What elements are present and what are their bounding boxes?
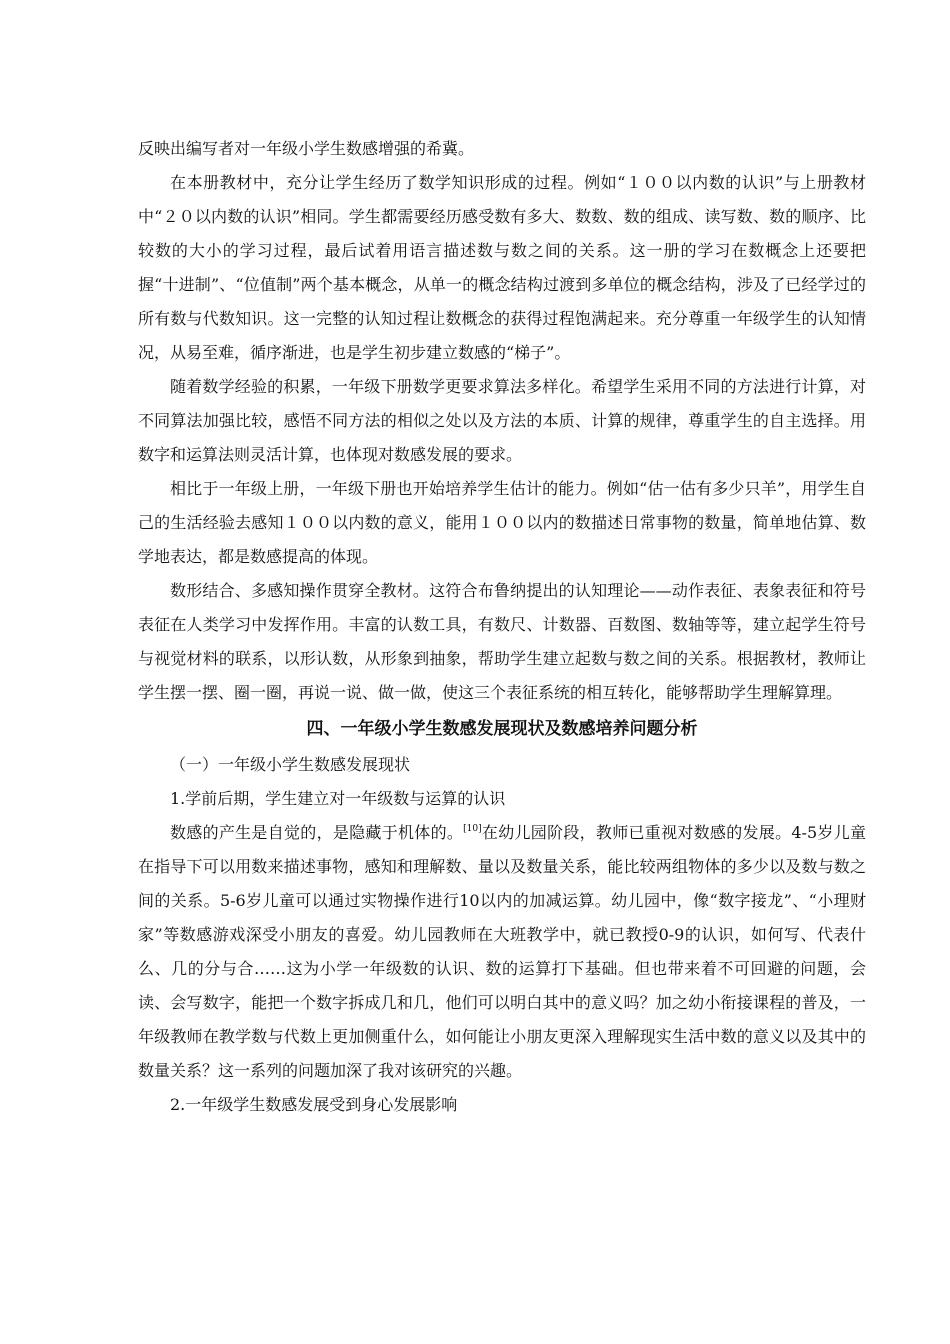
paragraph-algorithm-diversity: 随着数学经验的积累，一年级下册数学更要求算法多样化。希望学生采用不同的方法进行计算，对不同算法加强比较，感悟不同方法的相似之处以及方法的本质、计算的规律，尊重学生的自主选择。用数字和运算法则灵活计算，也体现对数感发展的要求。 — [138, 377, 866, 464]
item-1-heading: 1.学前后期，学生建立对一年级数与运算的认识 — [170, 789, 506, 808]
document-body — [138, 132, 866, 1122]
item-2-heading: 2.一年级学生数感发展受到身心发展影响 — [170, 1095, 458, 1114]
paragraph-textbook-process: 在本册教材中，充分让学生经历了数学知识形成的过程。例如“１００以内数的认识”与上册教材中“２０以内数的认识”相同。学生都需要经历感受数有多大、数数、数的组成、读写数、数的顺序、比较数的大小的学习过程，最后试着用语言描述数与数之间的关系。这一册的学习在数概念上还要把握“十进制”、“位值制”两个基本概念，从单一的概念结构过渡到多单位的概念结构，涉及了已经学过的所有数与代数知识。这一完整的认知过程让数概念的获得过程饱满起来。充分尊重一年级学生的认知情况，从易至难，循序渐进，也是学生初步建立数感的“梯子”。 — [138, 173, 866, 362]
subsection-heading: （一）一年级小学生数感发展现状 — [170, 755, 411, 774]
paragraph-preschool — [138, 816, 866, 1088]
paragraph-preschool-text-a: 数感的产生是自觉的，是隐藏于机体的。 — [170, 823, 464, 842]
paragraph-estimation: 相比于一年级上册，一年级下册也开始培养学生估计的能力。例如“估一估有多少只羊”，用学生自己的生活经验去感知１００以内数的意义，能用１００以内的数描述日常事物的数量，简单地估算、数学地表达，都是数感提高的体现。 — [138, 479, 866, 566]
section-heading: 四、一年级小学生数感发展现状及数感培养问题分析 — [306, 719, 698, 739]
paragraph-continuation: 反映出编写者对一年级小学生数感增强的希冀。 — [138, 139, 475, 158]
paragraph-number-shape: 数形结合、多感知操作贯穿全教材。这符合布鲁纳提出的认知理论——动作表征、表象表征和符号表征在人类学习中发挥作用。丰富的认数工具，有数尺、计数器、百数图、数轴等等，建立起学生符号与视觉材料的联系，以形认数，从形象到抽象，帮助学生建立起数与数之间的关系。根据教材，教师让学生摆一摆、圈一圈，再说一说、做一做，使这三个表征系统的相互转化，能够帮助学生理解算理。 — [138, 581, 866, 702]
citation-reference: [10] — [463, 824, 482, 834]
paragraph-preschool-text-b: 在幼儿园阶段，教师已重视对数感的发展。4-5岁儿童在指导下可以用数来描述事物，感知和理解数、量以及数量关系，能比较两组物体的多少以及数与数之间的关系。5-6岁儿童可以通过实物操作进行10以内的加减运算。幼儿园中，像“数字接龙”、“小理财家”等数感游戏深受小朋友的喜爱。幼儿园教师在大班教学中，就已教授0-9的认识，如何写、代表什么、几的分与合……这为小学一年级数的认识、数的运算打下基础。但也带来着不可回避的问题，会读、会写数字，能把一个数字拆成几和几，他们可以明白其中的意义吗？加之幼小衔接课程的普及，一年级教师在教学数与代数上更加侧重什么，如何能让小朋友更深入理解现实生活中数的意义以及其中的数量关系？这一系列的问题加深了我对该研究的兴趣。 — [138, 823, 866, 1080]
